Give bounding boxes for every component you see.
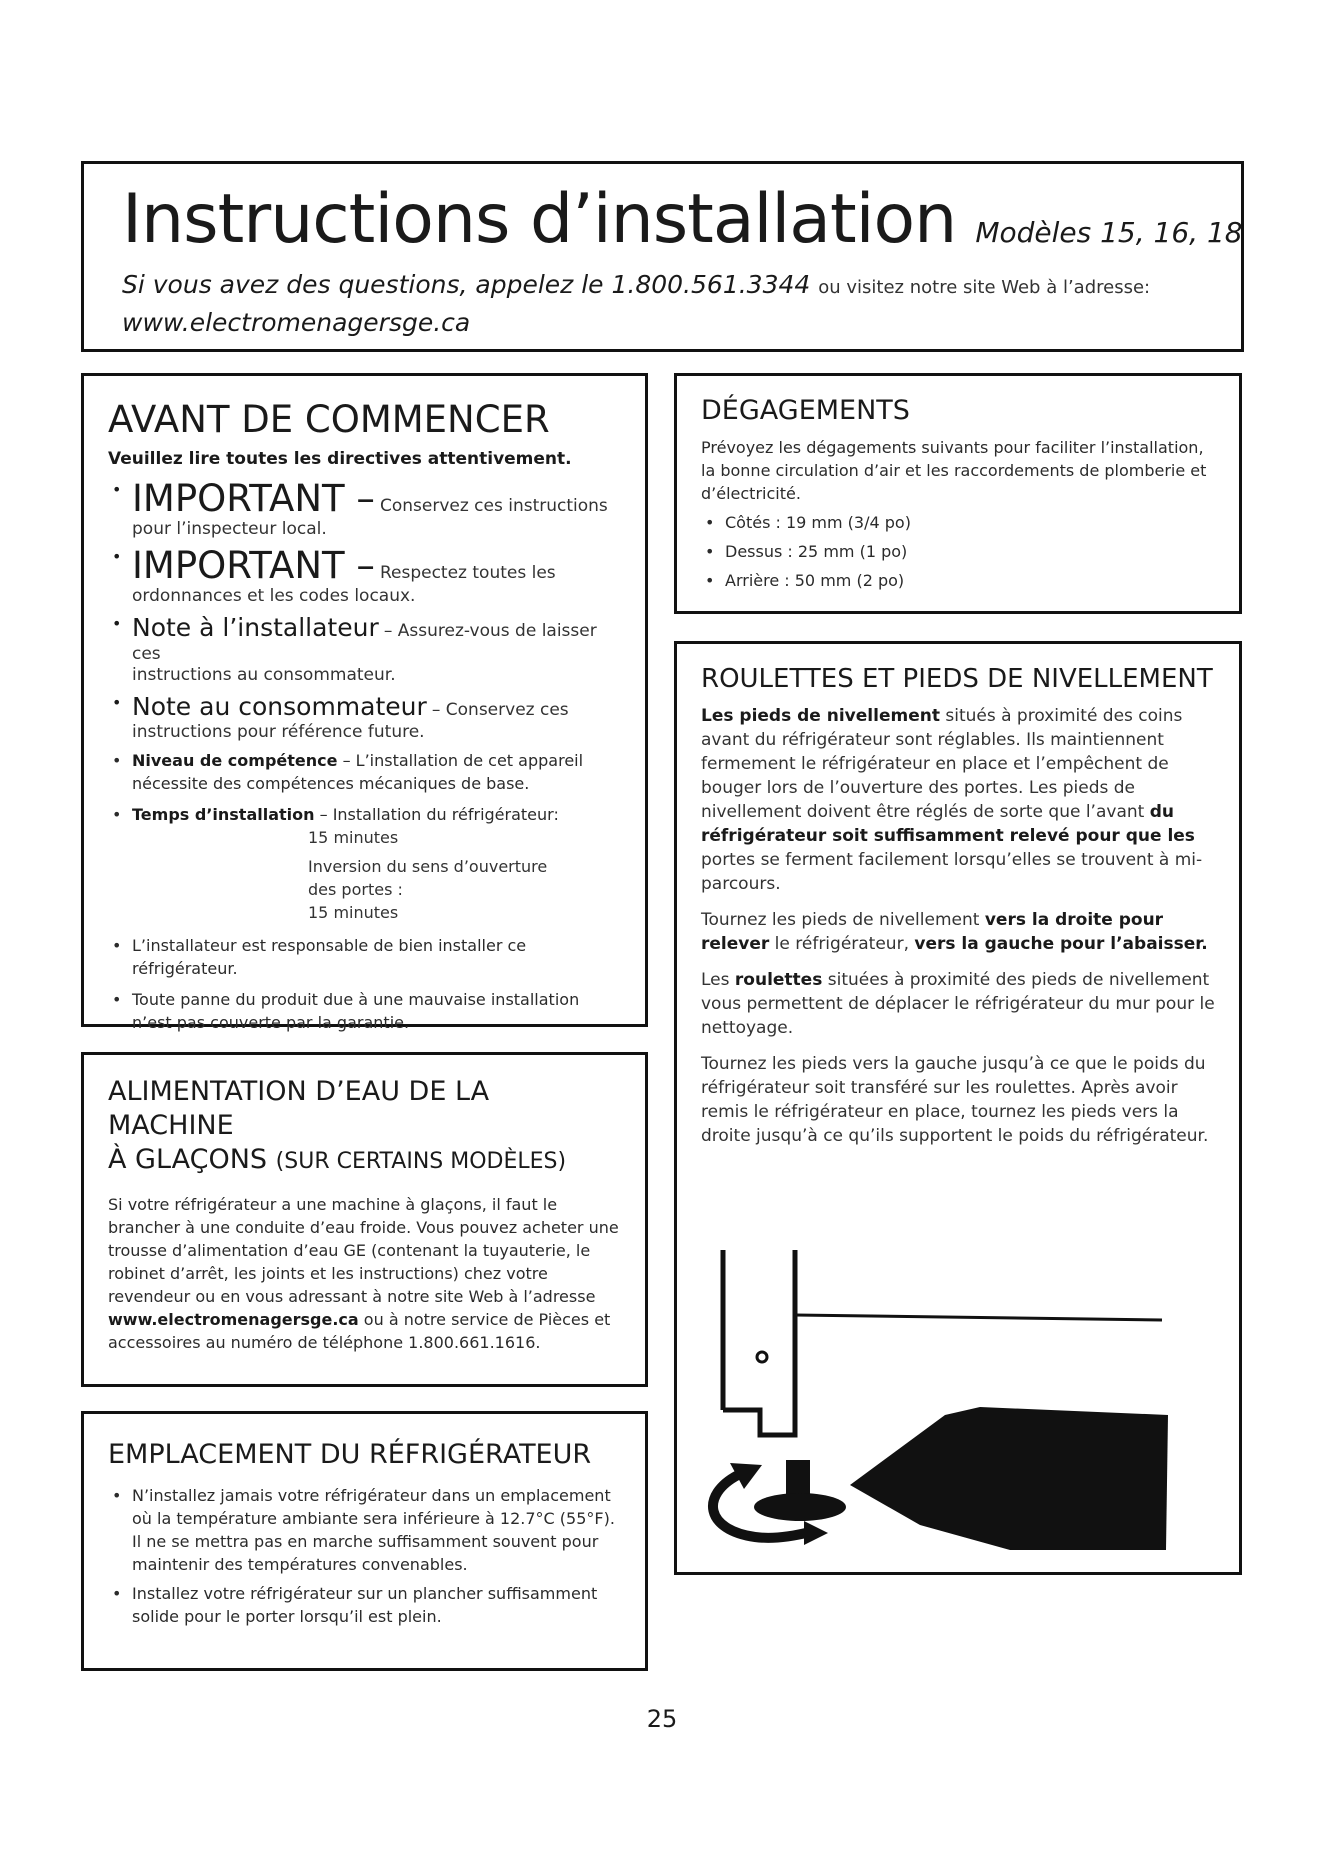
list-item — [108, 803, 623, 826]
clearances-list — [701, 511, 1217, 592]
rollers-paragraph: Tournez les pieds vers la gauche jusqu’à ce que le poids du réfrigérateur soit transféré sur les roulettes. Après avoir remis le réfrigérateur en place, tournez les pieds vers la droite jusqu’à ce qu’ils supportent le poids du réfrigérateur. — [701, 1054, 1209, 1146]
clearances-box — [674, 373, 1242, 614]
body-text: Si votre réfrigérateur a une machine à glaçons, il faut le brancher à une conduite d’eau froide. Vous pouvez acheter une trousse d’alimentation d’eau GE (contenant la tuyauterie, le robinet d’arrêt, les joints et les instructions) chez votre revendeur ou en vous adressant à notre site Web à l’adresse — [108, 1195, 619, 1306]
floor-base — [850, 1407, 1168, 1550]
note-cont: instructions au consommateur. — [132, 665, 396, 685]
list-item: • N’installez jamais votre réfrigérateur dans un emplacement où la température ambiante sera inférieure à 12.7°C (55°F). Il ne se mettra pas en marche suffisamment souvent pour maintenir des températures convenables. — [108, 1484, 623, 1576]
list-item — [108, 692, 623, 743]
bold-text: roulettes — [734, 970, 823, 990]
list-item — [108, 613, 623, 686]
website-url: www.electromenagersge.ca — [108, 1310, 359, 1329]
water-supply-title — [108, 1075, 623, 1179]
note-text: – Conservez ces — [431, 700, 569, 720]
list-item — [108, 546, 623, 607]
note-cont: instructions pour référence future. — [132, 722, 425, 742]
rollers-paragraph — [701, 908, 1217, 956]
leveling-leg-illustration — [700, 1245, 1220, 1565]
list-item: • Arrière : 50 mm (2 po) — [701, 569, 1217, 592]
intro-text: Veuillez lire toutes les directives attentivement. — [108, 449, 572, 469]
body-text: Tournez les pieds de nivellement — [701, 910, 980, 930]
arrow-head-icon — [804, 1521, 828, 1545]
before-you-begin-title: AVANT DE COMMENCER — [108, 398, 550, 441]
time-text: – Installation du réfrigérateur: — [319, 805, 559, 824]
important-cont: pour l’inspecteur local. — [132, 519, 327, 539]
rollers-paragraph — [701, 968, 1217, 1040]
time-value: 15 minutes — [308, 828, 399, 847]
list-item: • Côtés : 19 mm (3/4 po) — [701, 511, 1217, 534]
list-item — [108, 749, 623, 795]
refrigerator-outline — [723, 1250, 1162, 1435]
before-list — [108, 479, 623, 826]
time-desc: Inversion du sens d’ouverture — [308, 857, 548, 876]
important-cont: ordonnances et les codes locaux. — [132, 586, 416, 606]
important-text: Respectez toutes les — [379, 563, 556, 583]
location-list — [108, 1484, 623, 1628]
water-supply-subtitle: (SUR CERTAINS MODÈLES) — [275, 1149, 567, 1174]
leveling-foot — [754, 1460, 846, 1521]
body-text: portes se ferment facilement lorsqu’elles se trouvent à mi-parcours. — [701, 850, 1203, 894]
body-text: Les — [701, 970, 730, 990]
before-you-begin-box — [81, 373, 648, 1032]
models-label: Modèles 15, 16, 18 — [975, 216, 1243, 249]
important-text: Conservez ces instructions — [379, 496, 608, 516]
list-item: • Installez votre réfrigérateur sur un plancher suffisamment solide pour le porter lorsqu’il est plein. — [108, 1582, 623, 1628]
body-text: situées à proximité des pieds de nivellement vous permettent de déplacer le réfrigérateur du mur pour le nettoyage. — [701, 970, 1215, 1038]
note-label: Note à l’installateur — [132, 613, 379, 642]
body-text: situés à proximité des coins avant du réfrigérateur sont réglables. Ils maintiennent fermement le réfrigérateur en place et l’empêchent de bouger lors de l’ouverture des portes. Les pieds de nivellement doivent être réglés de sorte que l’avant — [701, 706, 1183, 822]
water-supply-title-line1: ALIMENTATION D’EAU DE LA MACHINE — [108, 1076, 490, 1141]
list-item — [108, 479, 623, 540]
clearances-intro: Prévoyez les dégagements suivants pour faciliter l’installation, la bonne circulation d’air et les raccordements de plomberie et d’électricité. — [701, 438, 1207, 503]
rollers-paragraph — [701, 704, 1217, 896]
important-label: IMPORTANT – — [132, 477, 375, 520]
skill-cont: nécessite des compétences mécaniques de base. — [132, 774, 530, 793]
bold-text: Les pieds de nivellement — [701, 706, 940, 726]
list-item: • Dessus : 25 mm (1 po) — [701, 540, 1217, 563]
before-list-2 — [108, 934, 623, 1034]
water-supply-body — [108, 1193, 623, 1354]
time-desc: des portes : — [308, 880, 403, 899]
phone-question: Si vous avez des questions, appelez le 1.800.561.3344 — [122, 270, 811, 299]
rollers-title: ROULETTES ET PIEDS DE NIVELLEMENT — [701, 664, 1213, 694]
website-url: www.electromenagersge.ca — [122, 308, 471, 337]
location-title: EMPLACEMENT DU RÉFRIGÉRATEUR — [108, 1439, 592, 1470]
bold-text: vers la gauche pour l’abaisser. — [914, 934, 1208, 954]
bold-text: vers la droite pour relever — [701, 910, 1164, 954]
bold-text: du réfrigérateur soit suffisamment relevé pour que les — [701, 802, 1195, 846]
water-supply-box — [81, 1052, 648, 1387]
body-text: le réfrigérateur, — [774, 934, 909, 954]
location-box — [81, 1411, 648, 1671]
list-item: • L’installateur est responsable de bien installer ce réfrigérateur. — [108, 934, 623, 980]
time-value: 15 minutes — [308, 903, 399, 922]
water-supply-title-line2: À GLAÇONS — [108, 1144, 268, 1175]
screw-hole-icon — [757, 1352, 767, 1362]
time-label: Temps d’installation — [132, 805, 315, 824]
body-text: ou à notre service de Pièces et accessoires au numéro de téléphone 1.800.661.1616. — [108, 1310, 611, 1352]
install-times — [108, 826, 623, 924]
skill-label: Niveau de compétence — [132, 751, 338, 770]
note-text: – Assurez-vous de laisser ces — [132, 621, 597, 664]
page-number: 25 — [646, 1705, 678, 1733]
clearances-title: DÉGAGEMENTS — [701, 395, 910, 426]
skill-text: – L’installation de cet appareil — [342, 751, 584, 770]
note-label: Note au consommateur — [132, 692, 427, 721]
important-label: IMPORTANT – — [132, 544, 375, 587]
list-item: • Toute panne du produit due à une mauvaise installation n’est pas couverte par la garantie. — [108, 988, 623, 1034]
page-title: Instructions d’installation — [122, 180, 957, 259]
header-box — [81, 161, 1244, 352]
visit-text: ou visitez notre site Web à l’adresse: — [818, 277, 1151, 298]
